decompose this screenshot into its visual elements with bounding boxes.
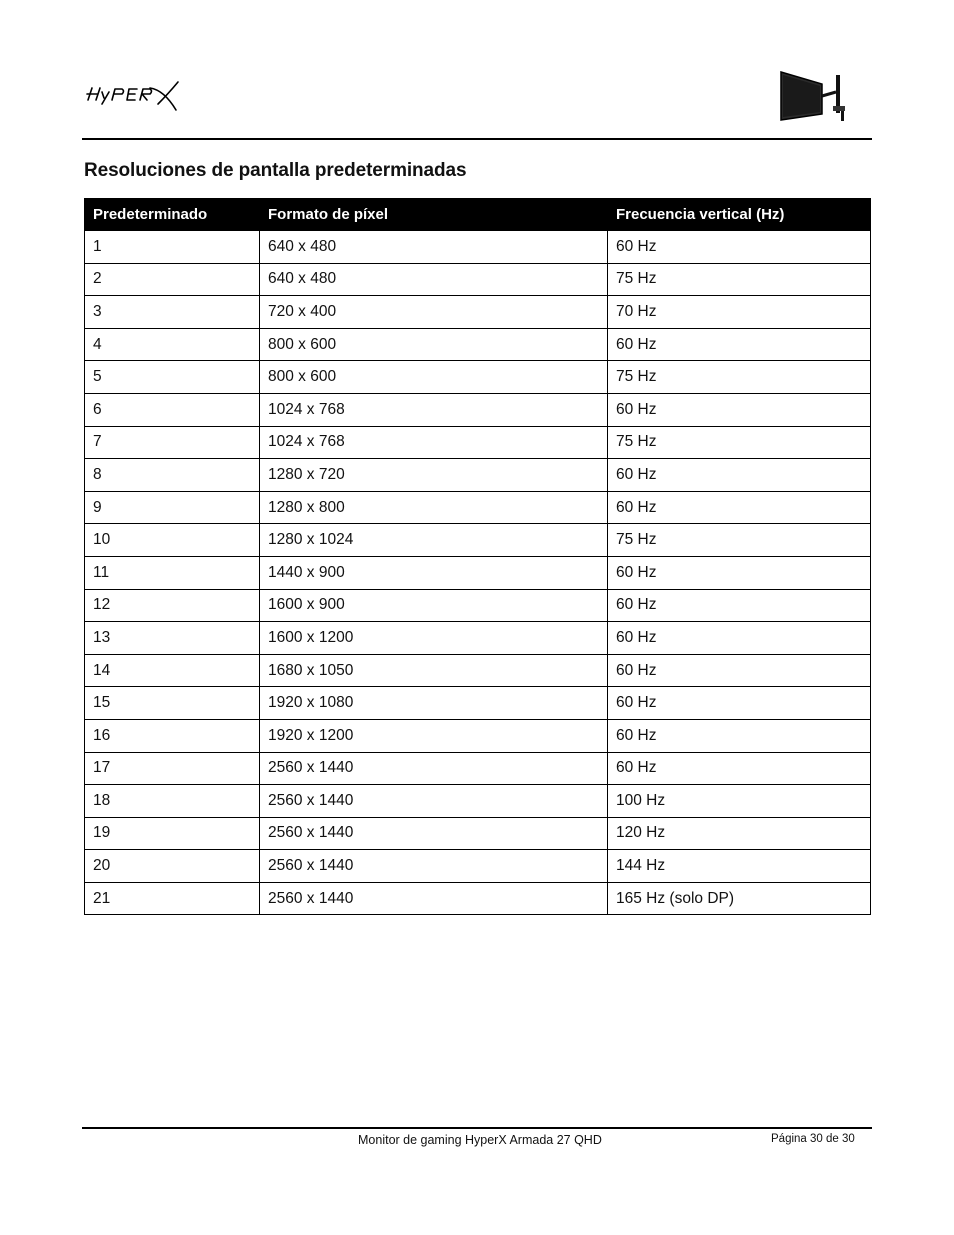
cell-preset: 1 (85, 231, 260, 264)
cell-vertical-frequency: 60 Hz (608, 491, 871, 524)
cell-pixel-format: 1920 x 1080 (260, 687, 608, 720)
cell-vertical-frequency: 60 Hz (608, 752, 871, 785)
cell-vertical-frequency: 60 Hz (608, 654, 871, 687)
table-row (85, 589, 871, 622)
column-header-preset: Predeterminado (85, 199, 260, 231)
cell-pixel-format: 2560 x 1440 (260, 817, 608, 850)
cell-pixel-format: 720 x 400 (260, 296, 608, 329)
cell-preset: 8 (85, 459, 260, 492)
cell-preset: 21 (85, 882, 260, 915)
cell-vertical-frequency: 75 Hz (608, 426, 871, 459)
cell-preset: 19 (85, 817, 260, 850)
cell-pixel-format: 2560 x 1440 (260, 785, 608, 818)
resolution-table (84, 198, 871, 915)
cell-pixel-format: 640 x 480 (260, 263, 608, 296)
cell-preset: 3 (85, 296, 260, 329)
cell-preset: 15 (85, 687, 260, 720)
cell-vertical-frequency: 75 Hz (608, 361, 871, 394)
table-row (85, 654, 871, 687)
cell-pixel-format: 1280 x 1024 (260, 524, 608, 557)
hyperx-logo (84, 80, 182, 112)
monitor-arm-icon (778, 70, 850, 124)
cell-pixel-format: 800 x 600 (260, 361, 608, 394)
cell-vertical-frequency: 60 Hz (608, 589, 871, 622)
cell-pixel-format: 1280 x 800 (260, 491, 608, 524)
table-row (85, 231, 871, 264)
cell-preset: 11 (85, 556, 260, 589)
cell-pixel-format: 1920 x 1200 (260, 719, 608, 752)
table-row (85, 719, 871, 752)
cell-pixel-format: 2560 x 1440 (260, 850, 608, 883)
table-row (85, 296, 871, 329)
cell-pixel-format: 1600 x 900 (260, 589, 608, 622)
cell-pixel-format: 2560 x 1440 (260, 752, 608, 785)
table-row (85, 817, 871, 850)
cell-preset: 5 (85, 361, 260, 394)
cell-pixel-format: 640 x 480 (260, 231, 608, 264)
table-row (85, 393, 871, 426)
cell-pixel-format: 1024 x 768 (260, 426, 608, 459)
table-body (85, 231, 871, 915)
cell-preset: 12 (85, 589, 260, 622)
cell-vertical-frequency: 165 Hz (solo DP) (608, 882, 871, 915)
cell-preset: 16 (85, 719, 260, 752)
cell-preset: 17 (85, 752, 260, 785)
cell-preset: 7 (85, 426, 260, 459)
table-row (85, 752, 871, 785)
cell-vertical-frequency: 100 Hz (608, 785, 871, 818)
table-row (85, 524, 871, 557)
cell-preset: 10 (85, 524, 260, 557)
table-row (85, 361, 871, 394)
cell-vertical-frequency: 60 Hz (608, 231, 871, 264)
header-divider (82, 138, 872, 140)
cell-preset: 20 (85, 850, 260, 883)
table-row (85, 556, 871, 589)
cell-vertical-frequency: 60 Hz (608, 719, 871, 752)
cell-pixel-format: 2560 x 1440 (260, 882, 608, 915)
table-row (85, 328, 871, 361)
table-row (85, 622, 871, 655)
footer-product-name: Monitor de gaming HyperX Armada 27 QHD (358, 1133, 602, 1147)
table-row (85, 882, 871, 915)
table-row (85, 491, 871, 524)
cell-vertical-frequency: 60 Hz (608, 556, 871, 589)
cell-pixel-format: 1600 x 1200 (260, 622, 608, 655)
cell-preset: 18 (85, 785, 260, 818)
cell-vertical-frequency: 60 Hz (608, 687, 871, 720)
cell-vertical-frequency: 70 Hz (608, 296, 871, 329)
cell-preset: 4 (85, 328, 260, 361)
cell-vertical-frequency: 60 Hz (608, 459, 871, 492)
table-row (85, 785, 871, 818)
table-row (85, 850, 871, 883)
cell-preset: 14 (85, 654, 260, 687)
cell-vertical-frequency: 60 Hz (608, 328, 871, 361)
section-title: Resoluciones de pantalla predeterminadas (84, 160, 467, 181)
cell-pixel-format: 800 x 600 (260, 328, 608, 361)
table-row (85, 263, 871, 296)
cell-pixel-format: 1024 x 768 (260, 393, 608, 426)
table-header-row (85, 199, 871, 231)
table-row (85, 687, 871, 720)
cell-vertical-frequency: 75 Hz (608, 524, 871, 557)
cell-pixel-format: 1440 x 900 (260, 556, 608, 589)
column-header-pixel-format: Formato de píxel (260, 199, 608, 231)
cell-preset: 2 (85, 263, 260, 296)
cell-vertical-frequency: 60 Hz (608, 622, 871, 655)
cell-vertical-frequency: 75 Hz (608, 263, 871, 296)
cell-preset: 9 (85, 491, 260, 524)
cell-pixel-format: 1680 x 1050 (260, 654, 608, 687)
table-row (85, 426, 871, 459)
footer-page-number: Página 30 de 30 (771, 1133, 855, 1145)
cell-preset: 6 (85, 393, 260, 426)
cell-vertical-frequency: 144 Hz (608, 850, 871, 883)
table-row (85, 459, 871, 492)
cell-vertical-frequency: 60 Hz (608, 393, 871, 426)
cell-pixel-format: 1280 x 720 (260, 459, 608, 492)
cell-preset: 13 (85, 622, 260, 655)
cell-vertical-frequency: 120 Hz (608, 817, 871, 850)
column-header-vertical-frequency: Frecuencia vertical (Hz) (608, 199, 871, 231)
footer-divider (82, 1127, 872, 1129)
